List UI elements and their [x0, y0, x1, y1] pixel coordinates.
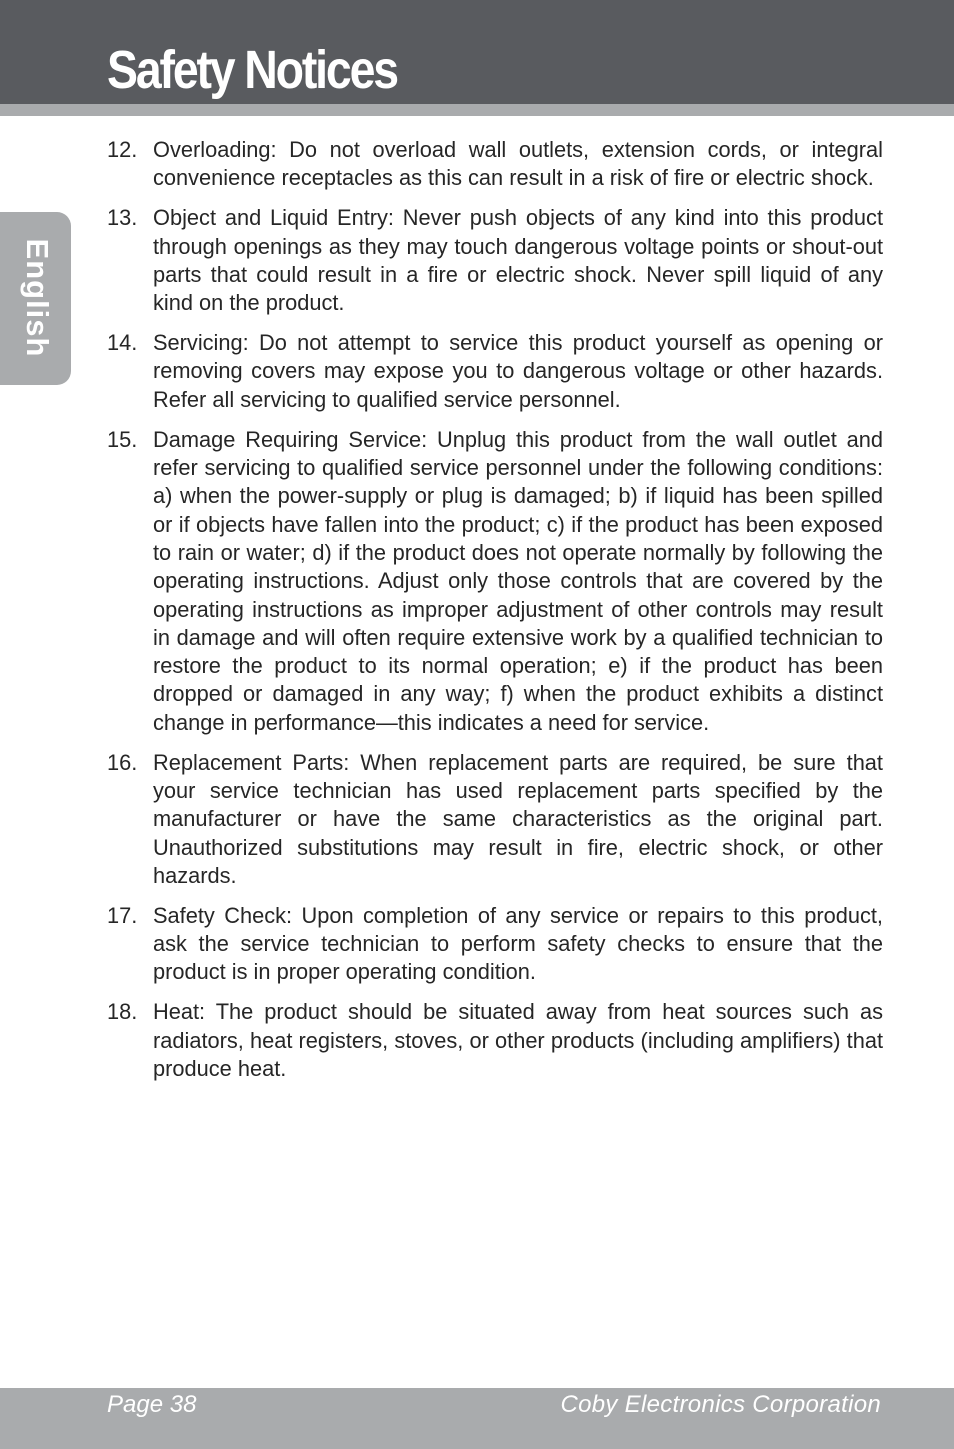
company-name: Coby Electronics Corporation: [560, 1391, 881, 1418]
notice-text: Damage Requiring Service: Unplug this product from the wall outlet and refer servicing to qualified service personnel under the following conditions: a) when the power-supply or plug is damaged; b) if liquid has been spilled or if objects have fallen into the product; c) if the product has been exposed to rain or water; d) if the product does not operate normally by following the operating instructions. Adjust only those controls that are covered by the operating instructions as improper adjustment of other controls may result in damage and will often require extensive work by a qualified technician to restore the product to its normal operation; e) if the product has been dropped or damaged in any way; f) when the product exhibits a distinct change in performance—this indicates a need for service.: [153, 426, 883, 735]
notice-item-18: [107, 998, 883, 1083]
notice-text: Overloading: Do not overload wall outlets, extension cords, or integral convenience receptacles as this can result in a risk of fire or electric shock.: [153, 137, 883, 191]
notice-item-17: [107, 902, 883, 987]
notice-text: Object and Liquid Entry: Never push objects of any kind into this product through openings as they may touch dangerous voltage points or shout-out parts that could result in a fire or electric shock. Never spill liquid of any kind on the product.: [153, 205, 883, 316]
page-title: Safety Notices: [107, 40, 397, 100]
page-number: Page 38: [107, 1391, 197, 1418]
notice-number: 17.: [107, 902, 138, 928]
notice-item-16: [107, 749, 883, 890]
notice-item-12: [107, 136, 883, 193]
safety-notices-list: [107, 136, 883, 1095]
notice-number: 14.: [107, 330, 138, 356]
notice-text: Safety Check: Upon completion of any service or repairs to this product, ask the service technician to perform safety checks to ensure that the product is in proper operating condition.: [153, 902, 883, 985]
notice-text: Replacement Parts: When replacement parts are required, be sure that your service technician has used replacement parts specified by the manufacturer or have the same characteristics as the original part. Unauthorized substitutions may result in fire, electric shock, or other hazards.: [153, 749, 883, 888]
notice-text: Heat: The product should be situated away from heat sources such as radiators, heat registers, stoves, or other products (including amplifiers) that produce heat.: [153, 999, 883, 1082]
notice-number: 13.: [107, 205, 138, 231]
notice-item-14: [107, 329, 883, 414]
notice-number: 16.: [107, 749, 138, 775]
notice-number: 12.: [107, 137, 138, 162]
notice-text: Servicing: Do not attempt to service this product yourself as opening or removing covers may expose you to dangerous voltage or other hazards. Refer all servicing to qualified service personnel.: [153, 330, 883, 412]
language-tab-label: English: [20, 238, 55, 358]
notice-item-13: [107, 204, 883, 317]
notice-item-15: [107, 426, 883, 737]
notice-number: 18.: [107, 999, 138, 1025]
notice-number: 15.: [107, 426, 138, 452]
